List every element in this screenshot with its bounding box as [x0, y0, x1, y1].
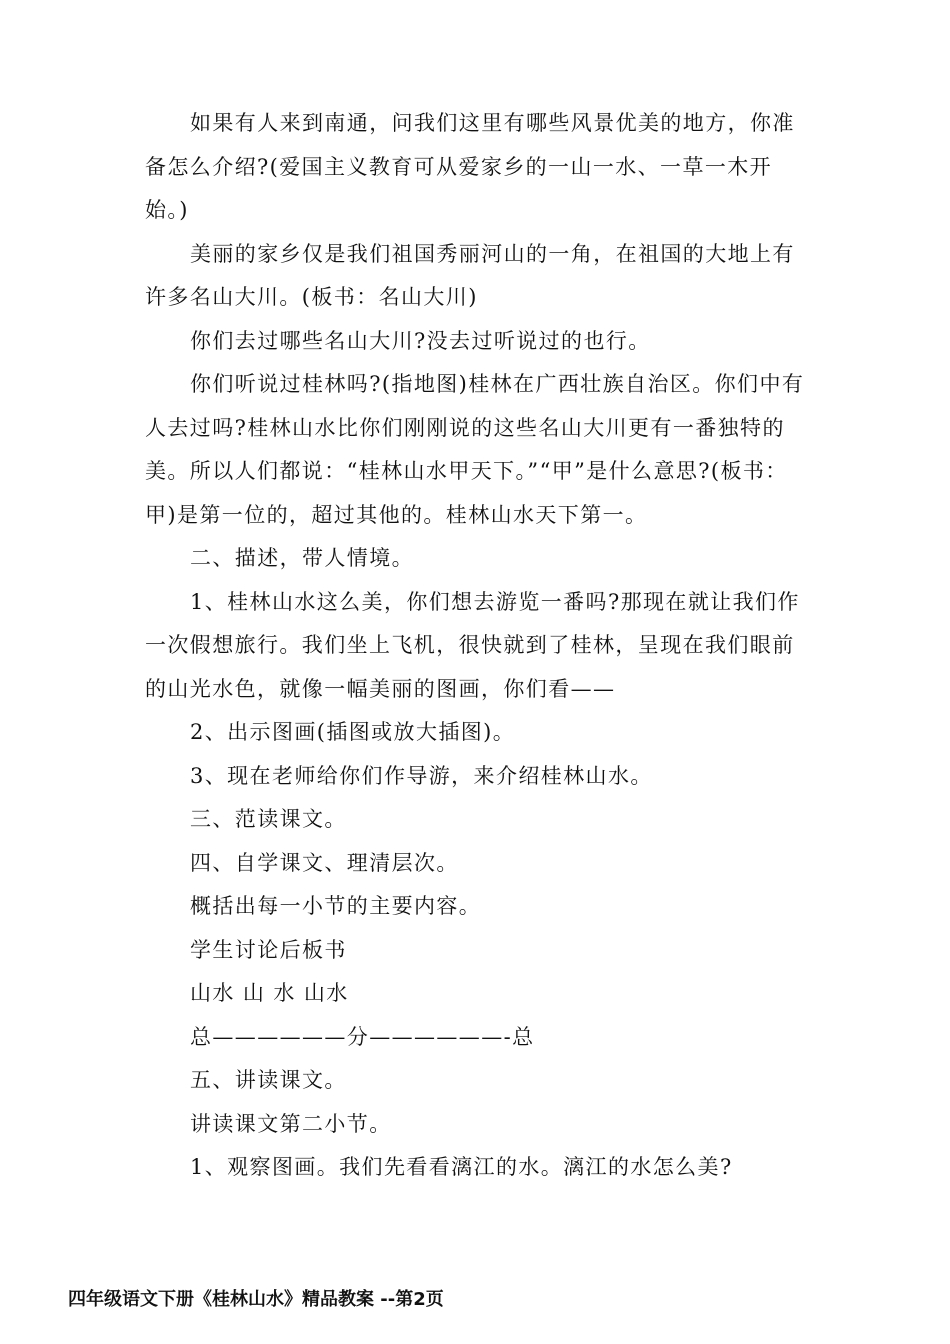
paragraph-16: 讲读课文第二小节。 [190, 1111, 392, 1136]
paragraph-6: 1、桂林山水这么美，你们想去游览一番吗?那现在就让我们作一次假想旅行。我们坐上飞机，很快就到了桂林，呈现在我们眼前的山光水色，就像一幅美丽的图画，你们看—— [145, 589, 800, 701]
paragraph-2: 美丽的家乡仅是我们祖国秀丽河山的一角，在祖国的大地上有许多名山大川。(板书：名山大川) [145, 241, 795, 309]
page-footer: 四年级语文下册《桂林山水》精品教案 --第2页 [68, 1289, 444, 1310]
paragraph-12: 学生讨论后板书 [190, 937, 347, 962]
paragraph-3: 你们去过哪些名山大川?没去过听说过的也行。 [190, 328, 651, 353]
section-heading-5: 五、讲读课文。 [190, 1068, 347, 1092]
board-notes-line-1: 山水 山 水 山水 [190, 981, 349, 1005]
paragraph-7: 2、出示图画(插图或放大插图)。 [190, 720, 516, 744]
paragraph-4: 你们听说过桂林吗?(指地图)桂林在广西壮族自治区。你们中有人去过吗?桂林山水比你们刚刚说的这些名山大川更有一番独特的美。所以人们都说：“桂林山水甲天下。”“甲”是什么意思?(板书：甲)是第一位的，超过其他的。桂林山水天下第一。 [145, 372, 805, 527]
section-heading-3: 三、范读课文。 [190, 807, 347, 831]
paragraph-8: 3、现在老师给你们作导游，来介绍桂林山水。 [190, 763, 653, 788]
board-notes-line-2: 总——————分——————-总 [190, 1024, 535, 1049]
paragraph-17: 1、观察图画。我们先看看漓江的水。漓江的水怎么美? [190, 1155, 733, 1179]
body-text [145, 102, 805, 1190]
paragraph-1: 如果有人来到南通，问我们这里有哪些风景优美的地方，你准备怎么介绍?(爱国主义教育可从爱家乡的一山一水、一草一木开始。) [145, 111, 795, 222]
section-heading-2: 二、描述，带人情境。 [190, 546, 414, 570]
paragraph-11: 概括出每一小节的主要内容。 [190, 894, 482, 918]
section-heading-4: 四、自学课文、理清层次。 [190, 850, 459, 875]
